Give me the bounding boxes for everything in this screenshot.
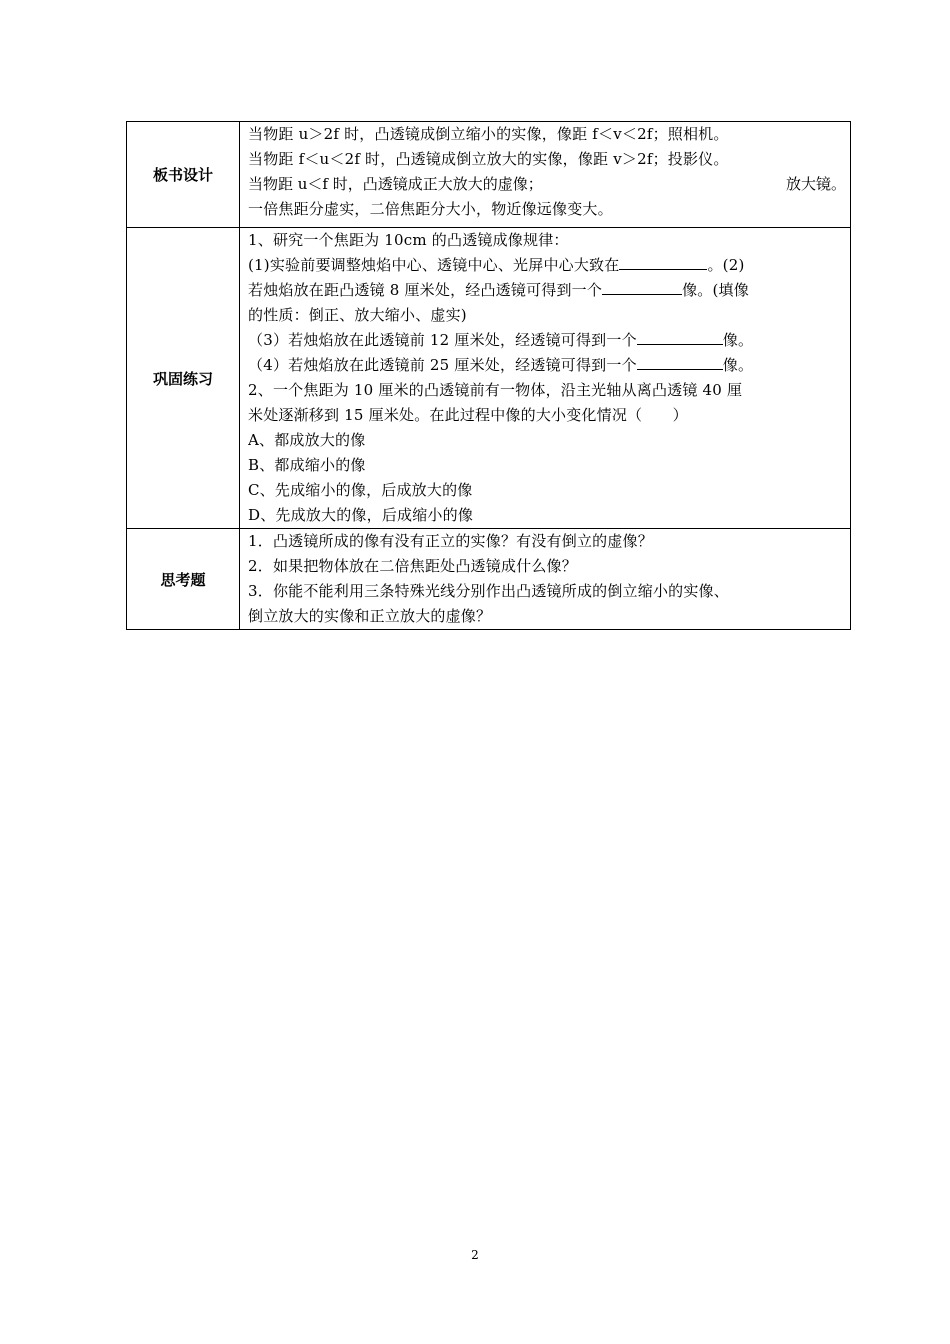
thinking-line-1: 1．凸透镜所成的像有没有正立的实像？有没有倒立的虚像？ — [248, 532, 653, 550]
board-design-content — [240, 122, 851, 228]
q2-line-1: 2、一个焦距为 10 厘米的凸透镜前有一物体，沿主光轴从离凸透镜 40 厘 — [248, 381, 743, 399]
practice-content — [240, 228, 851, 529]
q1-part2-note: 的性质：倒正、放大缩小、虚实) — [248, 306, 467, 324]
option-d: D、先成放大的像，后成缩小的像 — [248, 506, 474, 524]
q1-part2 — [248, 278, 846, 303]
q1-part4 — [248, 353, 846, 378]
q1-part3-text: （3）若烛焰放在此透镜前 12 厘米处，经透镜可得到一个 — [248, 331, 637, 349]
thinking-line-2: 2．如果把物体放在二倍焦距处凸透镜成什么像？ — [248, 557, 577, 575]
board-line-1: 当物距 u＞2f 时，凸透镜成倒立缩小的实像，像距 f＜v＜2f；照相机。 — [248, 125, 729, 143]
q1-part1 — [248, 253, 846, 278]
thinking-line-3: 3．你能不能利用三条特殊光线分别作出凸透镜所成的倒立缩小的实像、 — [248, 582, 729, 600]
q1-part3-tail: 像。 — [722, 331, 754, 349]
thinking-label: 思考题 — [127, 529, 240, 630]
answer-blank-1 — [619, 253, 707, 270]
q1-part1-text: (1)实验前要调整烛焰中心、透镜中心、光屏中心大致在 — [248, 256, 620, 274]
answer-blank-3 — [637, 328, 723, 345]
board-line-3-left: 当物距 u＜f 时，凸透镜成正大放大的虚像； — [248, 175, 543, 193]
board-line-2: 当物距 f＜u＜2f 时，凸透镜成倒立放大的实像，像距 v＞2f；投影仪。 — [248, 150, 729, 168]
option-a: A、都成放大的像 — [248, 431, 366, 449]
q1-part4-tail: 像。 — [722, 356, 754, 374]
option-c: C、先成缩小的像，后成放大的像 — [248, 481, 473, 499]
board-line-4: 一倍焦距分虚实，二倍焦距分大小，物近像远像变大。 — [248, 200, 613, 218]
board-design-label: 板书设计 — [127, 122, 240, 228]
q2-line-2: 米处逐渐移到 15 厘米处。在此过程中像的大小变化情况（ ） — [248, 406, 688, 424]
q1-part1-tail: 。(2) — [707, 256, 745, 274]
board-line-3 — [248, 172, 846, 197]
option-b: B、都成缩小的像 — [248, 456, 366, 474]
thinking-content — [240, 529, 851, 630]
q1-part2-text: 若烛焰放在距凸透镜 8 厘米处，经凸透镜可得到一个 — [248, 281, 603, 299]
q1-part3 — [248, 328, 846, 353]
answer-blank-4 — [637, 353, 723, 370]
board-line-3-right: 放大镜。 — [785, 175, 846, 193]
page-number: 2 — [471, 1248, 479, 1262]
q1-part2-tail: 像。(填像 — [682, 281, 749, 299]
board-design-row — [127, 122, 851, 228]
lesson-plan-table — [126, 121, 851, 630]
thinking-row — [127, 529, 851, 630]
practice-label: 巩固练习 — [127, 228, 240, 529]
q1-part4-text: （4）若烛焰放在此透镜前 25 厘米处，经透镜可得到一个 — [248, 356, 637, 374]
practice-row — [127, 228, 851, 529]
thinking-line-4: 倒立放大的实像和正立放大的虚像？ — [248, 607, 492, 625]
q1-title: 1、研究一个焦距为 10cm 的凸透镜成像规律： — [248, 231, 569, 249]
answer-blank-2 — [602, 278, 682, 295]
